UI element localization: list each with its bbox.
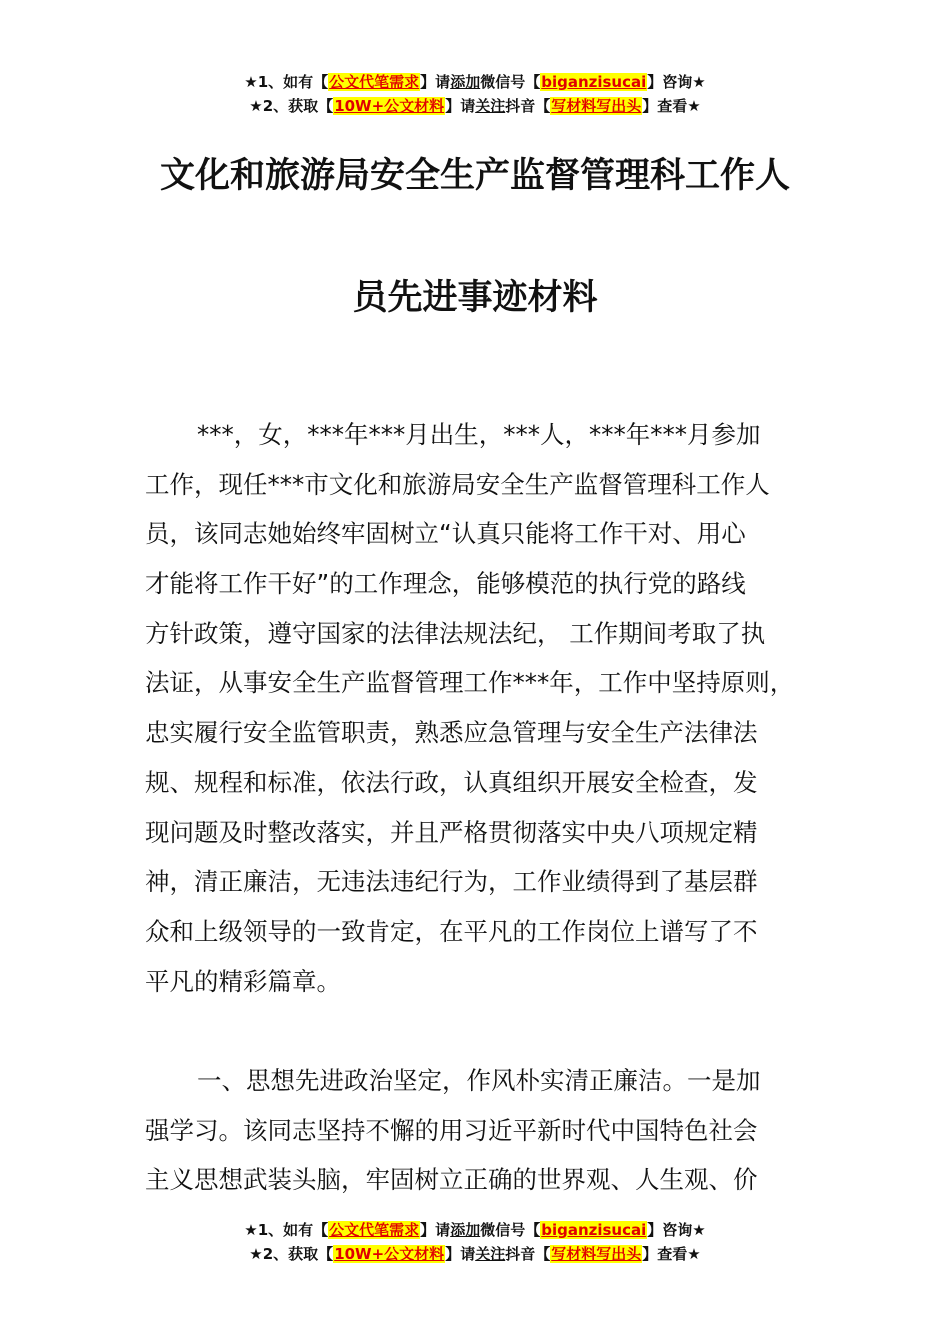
promo-highlight: biganzisucai bbox=[541, 73, 647, 91]
paragraph-intro bbox=[145, 410, 835, 1006]
promo-text: 】请 bbox=[445, 97, 476, 115]
promo-text: 】请 bbox=[445, 1245, 476, 1263]
promo-text: 】咨询★ bbox=[647, 1221, 706, 1239]
document-title-line-1: 文化和旅游局安全生产监督管理科工作人 bbox=[159, 156, 790, 196]
promo-highlight: 写材料写出头 bbox=[551, 1245, 642, 1263]
promo-text: 微信号【 bbox=[480, 1221, 541, 1239]
promo-text: ★2、获取【 bbox=[249, 97, 334, 115]
promo-line-2 bbox=[0, 1242, 950, 1266]
text-line: 才能将工作干好”的工作理念，能够模范的执行党的路线 bbox=[145, 569, 746, 599]
promo-text: 微信号【 bbox=[480, 73, 541, 91]
promo-highlight: 10W+公文材料 bbox=[334, 1245, 445, 1263]
text-line: 众和上级领导的一致肯定，在平凡的工作岗位上谱写了不 bbox=[145, 916, 758, 946]
promo-underlined: 添加 bbox=[450, 73, 481, 91]
promo-highlight: 写材料写出头 bbox=[551, 97, 642, 115]
promo-line-1 bbox=[0, 1218, 950, 1242]
text-line: 员，该同志她始终牢固树立“认真只能将工作干对、用心 bbox=[145, 519, 746, 549]
promo-highlight: 10W+公文材料 bbox=[334, 97, 445, 115]
promo-highlight: 公文代笔需求 bbox=[329, 73, 420, 91]
promo-underlined: 关注 bbox=[475, 1245, 506, 1263]
promo-highlight: biganzisucai bbox=[541, 1221, 647, 1239]
text-line: 现问题及时整改落实，并且严格贯彻落实中央八项规定精 bbox=[145, 817, 758, 847]
text-line: 法证，从事安全生产监督管理工作***年，工作中坚持原则， bbox=[145, 668, 795, 698]
promo-line-2 bbox=[0, 94, 950, 118]
text-line: 忠实履行安全监管职责，熟悉应急管理与安全生产法律法 bbox=[145, 718, 758, 748]
text-line: 主义思想武装头脑，牢固树立正确的世界观、人生观、价 bbox=[145, 1165, 758, 1195]
promo-text: ★2、获取【 bbox=[249, 1245, 334, 1263]
promo-text: 抖音【 bbox=[505, 1245, 551, 1263]
promo-underlined: 添加 bbox=[450, 1221, 481, 1239]
paragraph-section-one bbox=[145, 1056, 835, 1205]
promo-text: ★1、如有【 bbox=[244, 73, 329, 91]
promo-underlined: 关注 bbox=[475, 97, 506, 115]
text-line: 强学习。该同志坚持不懈的用习近平新时代中国特色社会 bbox=[145, 1115, 758, 1145]
promo-text: 】查看★ bbox=[642, 1245, 701, 1263]
promo-text: 】查看★ bbox=[642, 97, 701, 115]
text-line: 平凡的精彩篇章。 bbox=[145, 966, 341, 996]
promo-line-1 bbox=[0, 70, 950, 94]
promo-text: 】请 bbox=[420, 1221, 451, 1239]
header-promo-banner bbox=[0, 70, 950, 118]
text-line: ***，女，***年***月出生，***人，***年***月参加 bbox=[197, 420, 761, 449]
text-line: 工作，现任***市文化和旅游局安全生产监督管理科工作人 bbox=[145, 469, 770, 499]
promo-text: 抖音【 bbox=[505, 97, 551, 115]
promo-text: 】请 bbox=[420, 73, 451, 91]
text-line: 方针政策，遵守国家的法律法规法纪， 工作期间考取了执 bbox=[145, 618, 766, 648]
text-line: 神，清正廉洁，无违法违纪行为，工作业绩得到了基层群 bbox=[145, 867, 758, 897]
promo-text: ★1、如有【 bbox=[244, 1221, 329, 1239]
document-title-line-2: 员先进事迹材料 bbox=[352, 278, 598, 318]
promo-text: 】咨询★ bbox=[647, 73, 706, 91]
promo-highlight: 公文代笔需求 bbox=[329, 1221, 420, 1239]
text-line: 规、规程和标准，依法行政，认真组织开展安全检查，发 bbox=[145, 767, 758, 797]
footer-promo-banner bbox=[0, 1218, 950, 1266]
text-line: 一、思想先进政治坚定，作风朴实清正廉洁。一是加 bbox=[197, 1066, 761, 1095]
